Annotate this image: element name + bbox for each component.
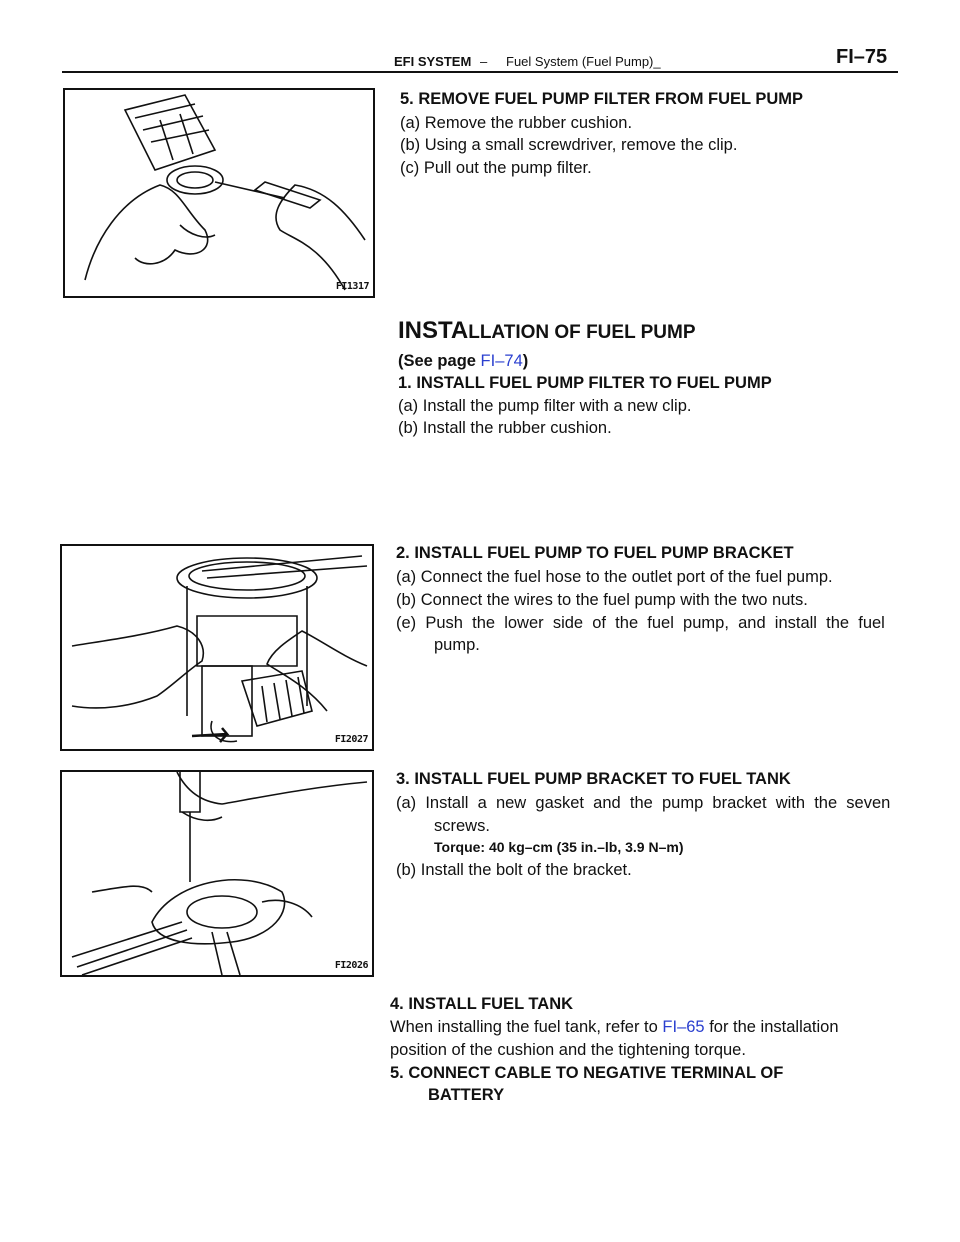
installation-title	[398, 318, 696, 346]
figure-code: FI2026	[334, 960, 368, 971]
figure-install-pump-bracket	[60, 544, 374, 751]
step4-line2: position of the cushion and the tightening torque.	[390, 1041, 746, 1059]
header-section: EFI SYSTEM	[394, 54, 472, 69]
step2-e: (e) Push the lower side of the fuel pump, and install the fuel	[396, 614, 885, 632]
figure-install-bracket-tank	[60, 770, 374, 977]
step3-a: (a) Install a new gasket and the pump bracket with the seven	[396, 794, 891, 812]
step5-connect-heading: 5. CONNECT CABLE TO NEGATIVE TERMINAL OF	[390, 1064, 784, 1082]
illustration-bracket-tank	[62, 772, 372, 975]
step5-remove-heading: 5. REMOVE FUEL PUMP FILTER FROM FUEL PUMP	[400, 90, 804, 108]
page-number: FI–75	[836, 46, 888, 68]
step2-heading: 2. INSTALL FUEL PUMP TO FUEL PUMP BRACKET	[396, 544, 794, 562]
see-suffix: )	[522, 352, 529, 370]
installation-title-big: INSTA	[398, 317, 469, 344]
step5-remove-a: (a) Remove the rubber cushion.	[400, 114, 633, 132]
step3-a-continued: screws.	[434, 817, 490, 835]
step3-b: (b) Install the bolt of the bracket.	[396, 861, 632, 879]
step1-a: (a) Install the pump filter with a new clip.	[398, 397, 692, 415]
illustration-screwdriver-filter	[65, 90, 373, 296]
step3-torque: Torque: 40 kg–cm (35 in.–lb, 3.9 N–m)	[434, 839, 684, 855]
step2-a: (a) Connect the fuel hose to the outlet port of the fuel pump.	[396, 568, 833, 586]
step4-link[interactable]: FI–65	[662, 1018, 705, 1036]
step5-connect-heading-continued: BATTERY	[428, 1086, 505, 1104]
step2-e-continued: pump.	[434, 636, 480, 654]
header-dash: –	[480, 54, 488, 69]
figure-code: FI2027	[334, 734, 368, 745]
step4-heading: 4. INSTALL FUEL TANK	[390, 995, 574, 1013]
step1-b: (b) Install the rubber cushion.	[398, 419, 612, 437]
step1-heading: 1. INSTALL FUEL PUMP FILTER TO FUEL PUMP	[398, 374, 772, 392]
header-title: Fuel System (Fuel Pump)_	[506, 54, 661, 69]
header-rule	[62, 71, 898, 73]
illustration-pump-bracket	[62, 546, 372, 749]
step4-line1-suffix: for the installation	[704, 1018, 839, 1036]
figure-code: FI1317	[335, 281, 369, 292]
step5-remove-c: (c) Pull out the pump filter.	[400, 159, 592, 177]
step4-line1-prefix: When installing the fuel tank, refer to	[390, 1018, 663, 1036]
figure-remove-pump-filter	[63, 88, 375, 298]
step5-remove-b: (b) Using a small screwdriver, remove the clip.	[400, 136, 738, 154]
step3-heading: 3. INSTALL FUEL PUMP BRACKET TO FUEL TANK	[396, 770, 791, 788]
installation-title-rest: LLATION OF FUEL PUMP	[468, 322, 696, 343]
step2-b: (b) Connect the wires to the fuel pump with the two nuts.	[396, 591, 808, 609]
see-page-link[interactable]: FI–74	[480, 352, 523, 370]
see-prefix: (See page	[398, 352, 481, 370]
